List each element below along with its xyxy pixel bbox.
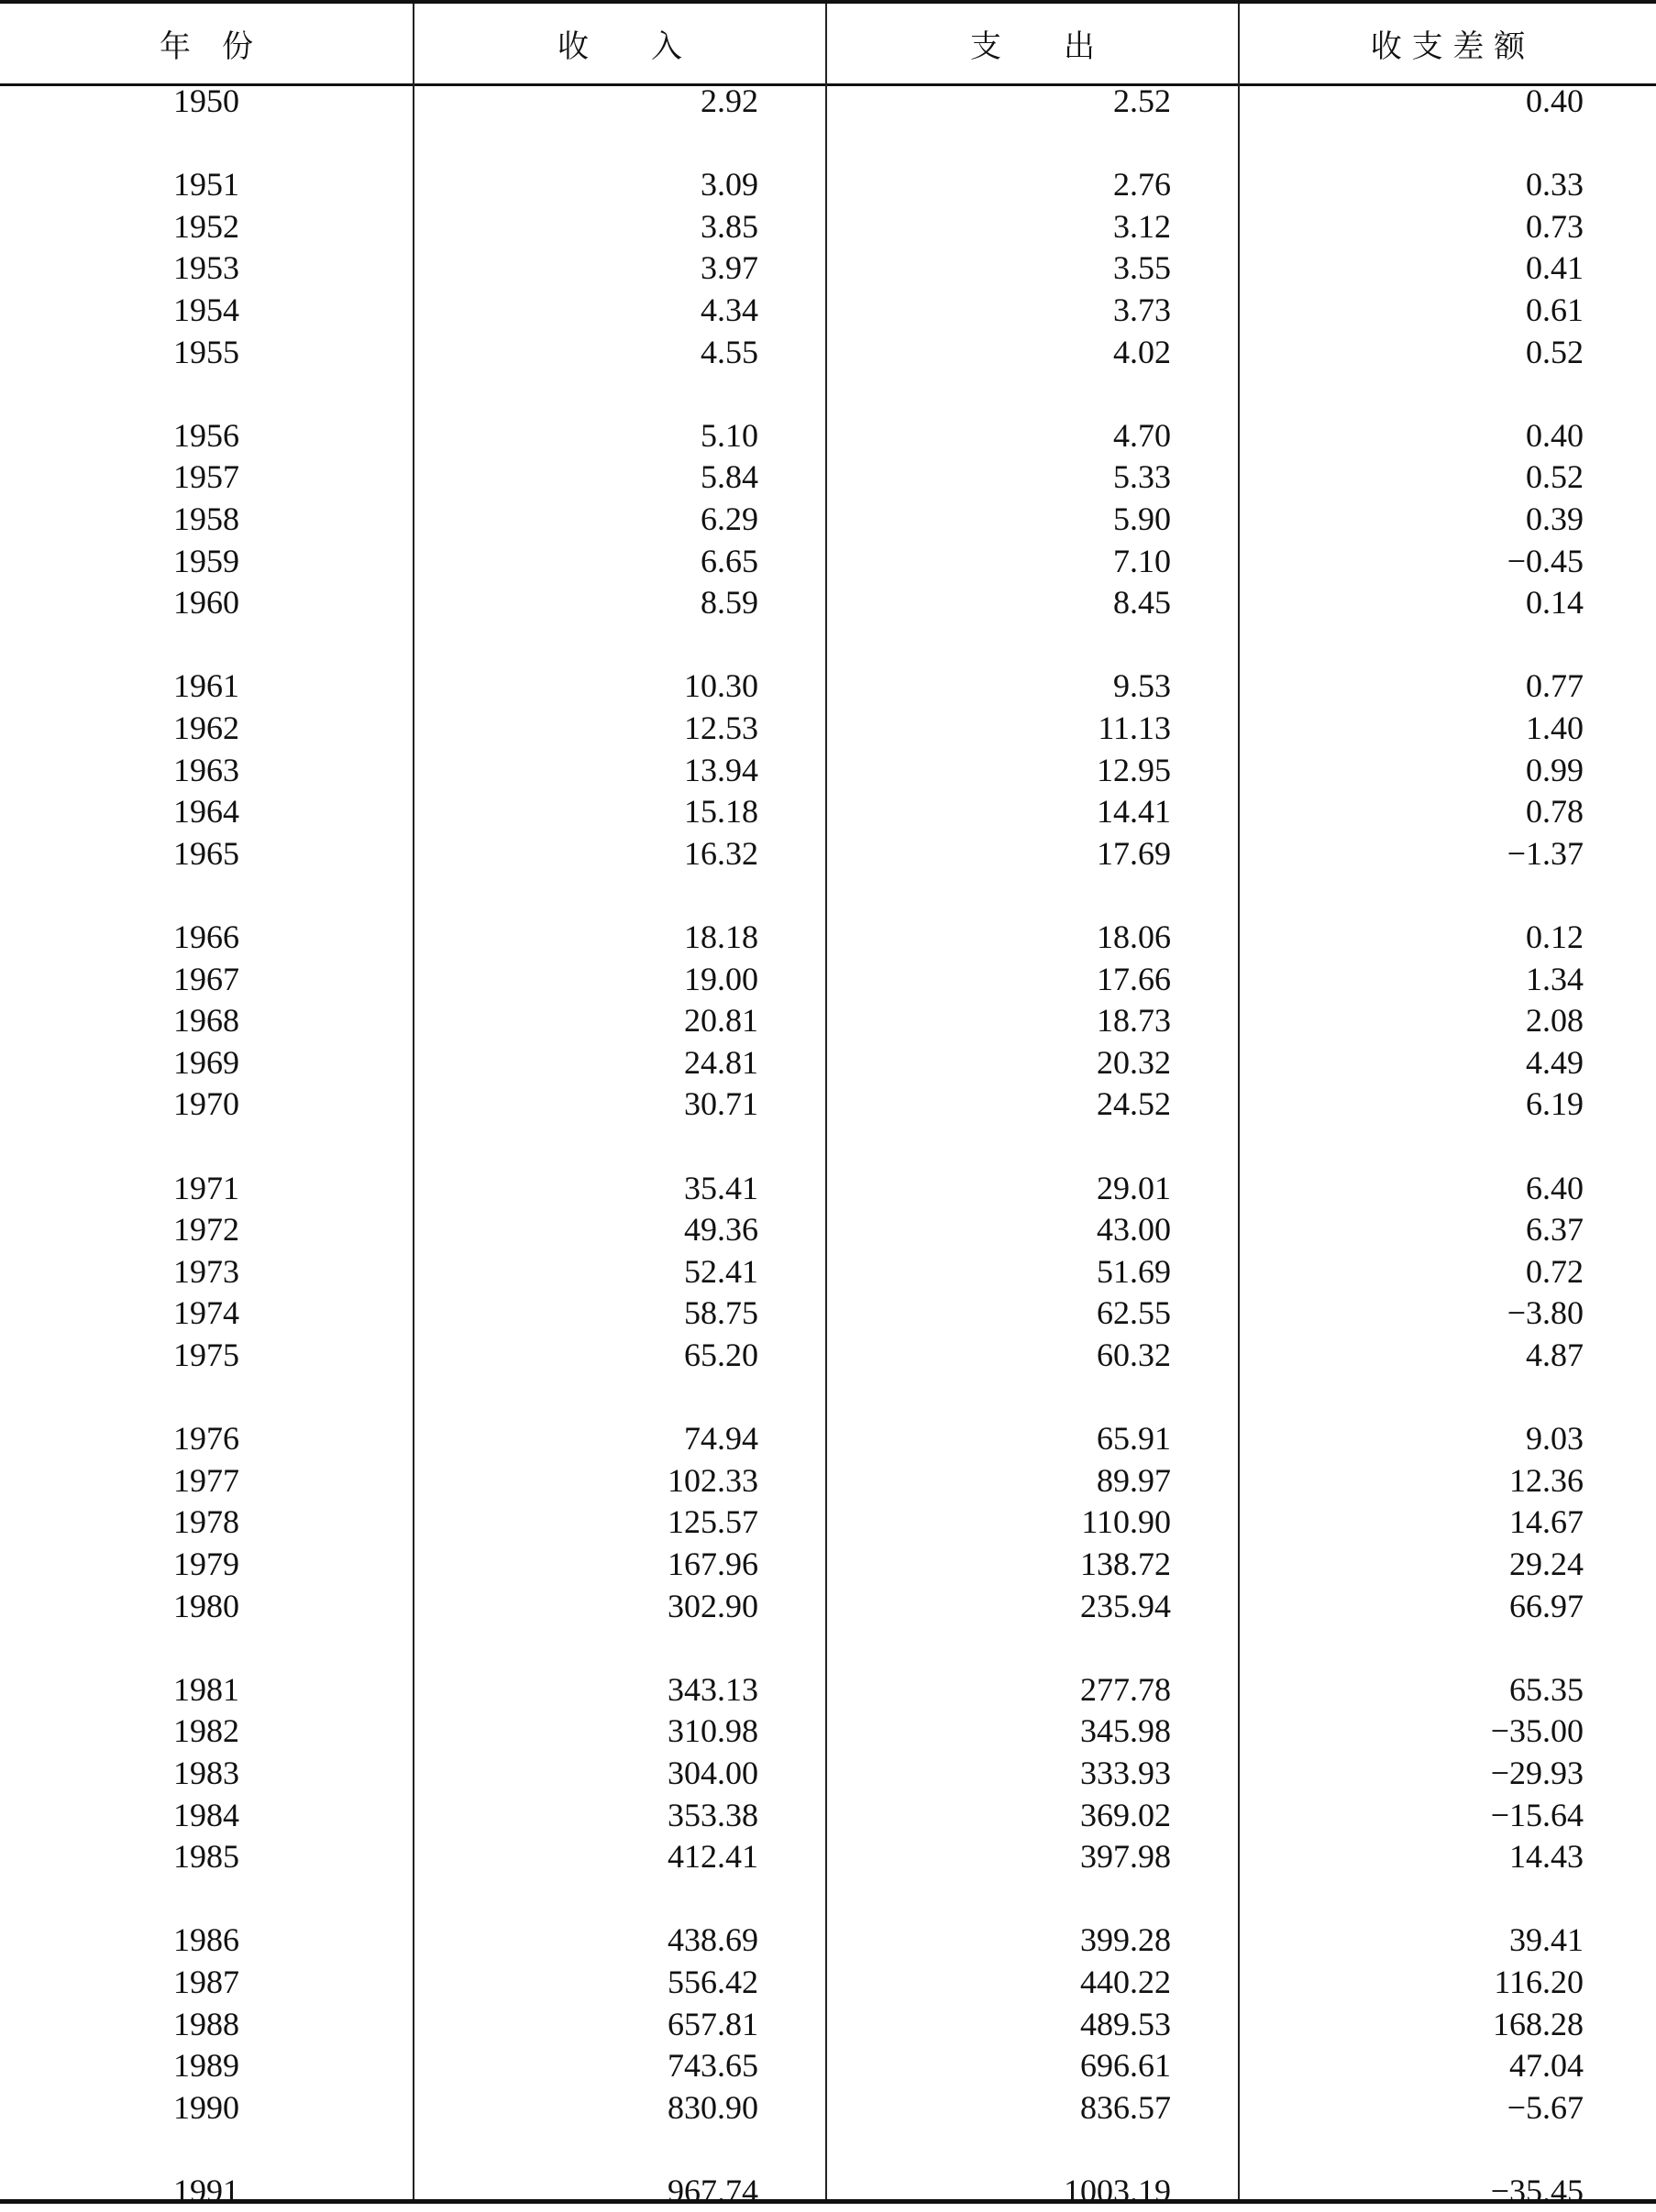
header-expenditure-label: 支 出 — [970, 28, 1095, 65]
expenditure-cell: 24.52 — [1097, 1085, 1171, 1123]
income-cell: 3.97 — [701, 249, 758, 287]
table-row — [0, 665, 1656, 707]
balance-cell: 0.73 — [1526, 207, 1584, 245]
expenditure-cell: 399.28 — [1080, 1921, 1171, 1959]
table-row — [0, 707, 1656, 749]
table-row — [0, 1250, 1656, 1293]
income-cell: 15.18 — [684, 793, 758, 831]
table-row — [0, 916, 1656, 958]
year-cell: 1962 — [173, 710, 239, 746]
table-row — [0, 832, 1656, 875]
table-row — [0, 1794, 1656, 1836]
income-cell: 343.13 — [668, 1670, 758, 1708]
balance-cell: 116.20 — [1494, 1964, 1584, 2000]
expenditure-cell: 17.66 — [1097, 960, 1171, 997]
balance-cell: 6.40 — [1526, 1169, 1584, 1206]
header-balance — [1240, 4, 1656, 83]
expenditure-cell: 440.22 — [1080, 1964, 1171, 2000]
income-cell: 412.41 — [668, 1838, 758, 1876]
header-income — [414, 4, 825, 83]
expenditure-cell: 12.95 — [1097, 751, 1171, 788]
table-row — [0, 540, 1656, 582]
expenditure-cell: 62.55 — [1097, 1294, 1171, 1332]
expenditure-cell: 18.06 — [1097, 919, 1171, 955]
balance-cell: −3.80 — [1507, 1294, 1584, 1332]
income-cell: 102.33 — [668, 1461, 758, 1499]
income-cell: 304.00 — [668, 1755, 758, 1791]
balance-cell: −0.45 — [1507, 542, 1584, 579]
income-cell: 35.41 — [684, 1169, 758, 1206]
expenditure-cell: 4.70 — [1113, 416, 1171, 454]
year-cell: 1952 — [173, 207, 239, 245]
expenditure-cell: 3.55 — [1113, 249, 1171, 287]
balance-cell: 66.97 — [1509, 1587, 1584, 1624]
expenditure-cell: 65.91 — [1097, 1420, 1171, 1458]
expenditure-cell: 11.13 — [1098, 710, 1171, 746]
income-cell: 3.09 — [701, 166, 758, 204]
table-row — [0, 80, 1656, 122]
table-row — [0, 790, 1656, 832]
table-row — [0, 1083, 1656, 1125]
table-row — [0, 1835, 1656, 1877]
balance-cell: −15.64 — [1490, 1796, 1584, 1833]
year-cell: 1983 — [173, 1755, 239, 1791]
expenditure-cell: 2.76 — [1113, 166, 1171, 204]
expenditure-cell: 369.02 — [1080, 1796, 1171, 1833]
income-cell: 52.41 — [684, 1252, 758, 1290]
table-row — [0, 1041, 1656, 1084]
income-cell: 30.71 — [684, 1085, 758, 1123]
balance-cell: 1.34 — [1526, 960, 1584, 997]
expenditure-cell: 489.53 — [1080, 2005, 1171, 2042]
year-cell: 1973 — [173, 1252, 239, 1290]
year-cell: 1984 — [173, 1796, 239, 1833]
header-income-label: 收 入 — [558, 28, 682, 65]
expenditure-cell: 51.69 — [1097, 1252, 1171, 1290]
income-cell: 353.38 — [668, 1796, 758, 1833]
expenditure-cell: 5.33 — [1113, 458, 1171, 496]
header-expenditure — [827, 4, 1238, 83]
table-row — [0, 2086, 1656, 2129]
header-year — [0, 4, 413, 83]
income-cell: 556.42 — [668, 1964, 758, 2000]
year-cell: 1958 — [173, 501, 239, 537]
balance-cell: 9.03 — [1526, 1420, 1584, 1458]
year-cell: 1975 — [173, 1337, 239, 1373]
expenditure-cell: 9.53 — [1113, 667, 1171, 705]
balance-cell: 14.67 — [1509, 1503, 1584, 1541]
year-cell: 1957 — [173, 458, 239, 496]
balance-cell: 6.37 — [1526, 1211, 1584, 1249]
year-cell: 1966 — [173, 919, 239, 955]
balance-cell: 0.14 — [1526, 584, 1584, 622]
year-cell: 1977 — [173, 1461, 239, 1499]
table-row — [0, 1710, 1656, 1752]
balance-cell: 0.12 — [1526, 919, 1584, 955]
expenditure-cell: 277.78 — [1080, 1670, 1171, 1708]
table-row — [0, 1292, 1656, 1334]
header-year-label: 年 份 — [160, 28, 253, 65]
expenditure-cell: 2.52 — [1113, 83, 1171, 119]
expenditure-cell: 60.32 — [1097, 1337, 1171, 1373]
income-cell: 19.00 — [684, 960, 758, 997]
balance-cell: 0.33 — [1526, 166, 1584, 204]
balance-cell: 29.24 — [1509, 1546, 1584, 1582]
balance-cell: 0.40 — [1526, 83, 1584, 119]
balance-cell: 0.61 — [1526, 292, 1584, 328]
income-cell: 8.59 — [701, 584, 758, 622]
year-cell: 1990 — [173, 2088, 239, 2126]
table-row — [0, 163, 1656, 205]
year-cell: 1964 — [173, 793, 239, 831]
header-balance-label: 收 支 差 额 — [1370, 28, 1526, 65]
table-row — [0, 498, 1656, 540]
income-cell: 65.20 — [684, 1337, 758, 1373]
table-row — [0, 1501, 1656, 1543]
year-cell: 1960 — [173, 584, 239, 622]
balance-cell: 0.99 — [1526, 751, 1584, 788]
year-cell: 1961 — [173, 667, 239, 705]
balance-cell: 168.28 — [1493, 2005, 1584, 2042]
balance-cell: 0.72 — [1526, 1252, 1584, 1290]
year-cell: 1978 — [173, 1503, 239, 1541]
balance-cell: 39.41 — [1509, 1921, 1584, 1959]
table-row — [0, 1459, 1656, 1502]
table-row — [0, 1585, 1656, 1627]
expenditure-cell: 18.73 — [1097, 1002, 1171, 1040]
year-cell: 1959 — [173, 542, 239, 579]
expenditure-cell: 7.10 — [1113, 542, 1171, 579]
balance-cell: 0.52 — [1526, 458, 1584, 496]
balance-cell: 14.43 — [1509, 1838, 1584, 1876]
balance-cell: 0.39 — [1526, 501, 1584, 537]
balance-cell: 0.78 — [1526, 793, 1584, 831]
year-cell: 1968 — [173, 1002, 239, 1040]
year-cell: 1986 — [173, 1921, 239, 1959]
income-cell: 58.75 — [684, 1294, 758, 1332]
income-cell: 18.18 — [684, 919, 758, 955]
year-cell: 1963 — [173, 751, 239, 788]
expenditure-cell: 5.90 — [1113, 501, 1171, 537]
balance-cell: 0.41 — [1526, 249, 1584, 287]
income-cell: 5.10 — [701, 416, 758, 454]
income-cell: 16.32 — [684, 834, 758, 872]
table-row — [0, 958, 1656, 1000]
balance-cell: 0.77 — [1526, 667, 1584, 705]
balance-cell: −29.93 — [1490, 1755, 1584, 1791]
balance-cell: 12.36 — [1509, 1461, 1584, 1499]
income-cell: 13.94 — [684, 751, 758, 788]
year-cell: 1972 — [173, 1211, 239, 1249]
year-cell: 1969 — [173, 1043, 239, 1081]
table-row — [0, 414, 1656, 457]
table-row — [0, 2170, 1656, 2212]
year-cell: 1953 — [173, 249, 239, 287]
balance-cell: −35.00 — [1490, 1712, 1584, 1750]
expenditure-cell: 43.00 — [1097, 1211, 1171, 1249]
table-row — [0, 1919, 1656, 1961]
table-row — [0, 289, 1656, 331]
balance-cell: −1.37 — [1507, 834, 1584, 872]
table-row — [0, 205, 1656, 248]
expenditure-cell: 333.93 — [1080, 1755, 1171, 1791]
expenditure-cell: 397.98 — [1080, 1838, 1171, 1876]
expenditure-cell: 20.32 — [1097, 1043, 1171, 1081]
balance-cell: 4.87 — [1526, 1337, 1584, 1373]
expenditure-cell: 4.02 — [1113, 333, 1171, 370]
income-cell: 12.53 — [684, 710, 758, 746]
year-cell: 1965 — [173, 834, 239, 872]
table-row — [0, 1752, 1656, 1794]
income-cell: 3.85 — [701, 207, 758, 245]
year-cell: 1950 — [173, 83, 239, 119]
expenditure-cell: 1003.19 — [1064, 2173, 1171, 2209]
table-row — [0, 247, 1656, 289]
income-cell: 24.81 — [684, 1043, 758, 1081]
table-row — [0, 1334, 1656, 1376]
expenditure-cell: 138.72 — [1080, 1546, 1171, 1582]
income-cell: 2.92 — [701, 83, 758, 119]
year-cell: 1980 — [173, 1587, 239, 1624]
income-cell: 74.94 — [684, 1420, 758, 1458]
income-cell: 125.57 — [668, 1503, 758, 1541]
year-cell: 1988 — [173, 2005, 239, 2042]
year-cell: 1989 — [173, 2047, 239, 2085]
income-cell: 657.81 — [668, 2005, 758, 2042]
balance-cell: 0.52 — [1526, 333, 1584, 370]
income-cell: 302.90 — [668, 1587, 758, 1624]
expenditure-cell: 696.61 — [1080, 2047, 1171, 2085]
year-cell: 1967 — [173, 960, 239, 997]
year-cell: 1970 — [173, 1085, 239, 1123]
expenditure-cell: 3.12 — [1113, 207, 1171, 245]
income-cell: 743.65 — [668, 2047, 758, 2085]
table-row — [0, 999, 1656, 1041]
year-cell: 1954 — [173, 292, 239, 328]
table-row — [0, 1668, 1656, 1711]
expenditure-cell: 29.01 — [1097, 1169, 1171, 1206]
income-cell: 6.29 — [701, 501, 758, 537]
year-cell: 1985 — [173, 1838, 239, 1876]
income-cell: 167.96 — [668, 1546, 758, 1582]
income-cell: 830.90 — [668, 2088, 758, 2126]
expenditure-cell: 3.73 — [1113, 292, 1171, 328]
expenditure-cell: 345.98 — [1080, 1712, 1171, 1750]
expenditure-cell: 235.94 — [1080, 1587, 1171, 1624]
income-cell: 967.74 — [668, 2173, 758, 2209]
expenditure-cell: 836.57 — [1080, 2088, 1171, 2126]
table-row — [0, 1543, 1656, 1585]
expenditure-cell: 17.69 — [1097, 834, 1171, 872]
table-row — [0, 1208, 1656, 1250]
expenditure-cell: 89.97 — [1097, 1461, 1171, 1499]
balance-cell: 4.49 — [1526, 1043, 1584, 1081]
table-row — [0, 1961, 1656, 2003]
table-row — [0, 2003, 1656, 2045]
expenditure-cell: 8.45 — [1113, 584, 1171, 622]
income-cell: 310.98 — [668, 1712, 758, 1750]
income-cell: 5.84 — [701, 458, 758, 496]
year-cell: 1974 — [173, 1294, 239, 1332]
balance-cell: 1.40 — [1526, 710, 1584, 746]
year-cell: 1956 — [173, 416, 239, 454]
income-cell: 4.34 — [701, 292, 758, 328]
income-cell: 49.36 — [684, 1211, 758, 1249]
table-row — [0, 1167, 1656, 1209]
year-cell: 1971 — [173, 1169, 239, 1206]
year-cell: 1991 — [173, 2173, 239, 2209]
balance-cell: 47.04 — [1509, 2047, 1584, 2085]
balance-cell: 0.40 — [1526, 416, 1584, 454]
balance-cell: 2.08 — [1526, 1002, 1584, 1040]
year-cell: 1982 — [173, 1712, 239, 1750]
balance-cell: −5.67 — [1507, 2088, 1584, 2126]
table-row — [0, 456, 1656, 498]
income-cell: 6.65 — [701, 542, 758, 579]
table-row — [0, 581, 1656, 623]
year-cell: 1955 — [173, 333, 239, 370]
income-cell: 4.55 — [701, 333, 758, 370]
income-cell: 10.30 — [684, 667, 758, 705]
table-row — [0, 749, 1656, 791]
balance-cell: 6.19 — [1526, 1085, 1584, 1123]
balance-cell: −35.45 — [1490, 2173, 1584, 2209]
year-cell: 1981 — [173, 1670, 239, 1708]
year-cell: 1987 — [173, 1964, 239, 2000]
table-row — [0, 2044, 1656, 2086]
expenditure-cell: 110.90 — [1081, 1503, 1171, 1541]
year-cell: 1979 — [173, 1546, 239, 1582]
income-cell: 20.81 — [684, 1002, 758, 1040]
balance-cell: 65.35 — [1509, 1670, 1584, 1708]
income-cell: 438.69 — [668, 1921, 758, 1959]
table-row — [0, 1417, 1656, 1459]
table-row — [0, 331, 1656, 373]
year-cell: 1976 — [173, 1420, 239, 1458]
year-cell: 1951 — [173, 166, 239, 204]
expenditure-cell: 14.41 — [1097, 793, 1171, 831]
